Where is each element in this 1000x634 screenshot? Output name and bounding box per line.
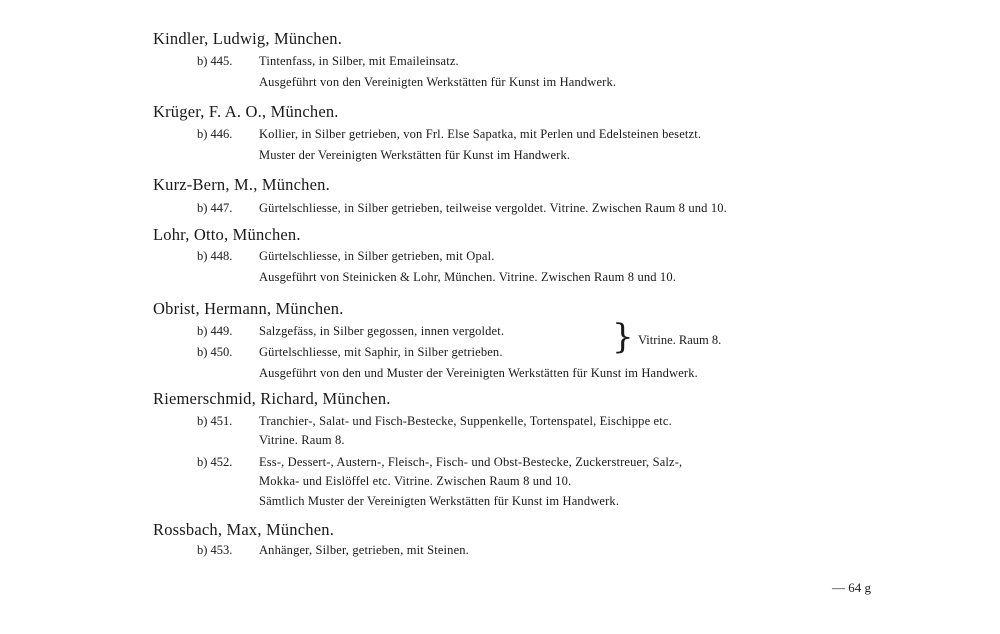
- artist-heading: Krüger, F. A. O., München.: [153, 102, 339, 121]
- artist-heading: Rossbach, Max, München.: [153, 520, 335, 539]
- item-description: Mokka- und Eislöffel etc. Vitrine. Zwischen Raum 8 und 10.: [259, 474, 572, 488]
- item-description: Muster der Vereinigten Werkstätten für Kunst im Handwerk.: [259, 148, 571, 162]
- item-number: b) 452.: [197, 455, 233, 469]
- item-description: Ausgeführt von den Vereinigten Werkstätten für Kunst im Handwerk.: [259, 75, 617, 89]
- item-description: Kollier, in Silber getrieben, von Frl. Else Sapatka, mit Perlen und Edelsteinen besetzt.: [259, 127, 702, 141]
- item-description: Vitrine. Raum 8.: [259, 433, 345, 447]
- page-number: — 64 g: [832, 580, 871, 595]
- item-number: b) 447.: [197, 201, 233, 215]
- item-description: Ausgeführt von Steinicken & Lohr, München. Vitrine. Zwischen Raum 8 und 10.: [259, 270, 676, 284]
- item-description: Gürtelschliesse, in Silber getrieben, teilweise vergoldet. Vitrine. Zwischen Raum 8 und 10.: [259, 201, 727, 215]
- item-description: Gürtelschliesse, in Silber getrieben, mit Opal.: [259, 249, 495, 263]
- item-number: b) 446.: [197, 127, 233, 141]
- item-number: b) 449.: [197, 324, 233, 338]
- artist-heading: Kindler, Ludwig, München.: [153, 29, 343, 48]
- item-number: b) 445.: [197, 54, 233, 68]
- item-number: b) 450.: [197, 345, 233, 359]
- artist-heading: Kurz-Bern, M., München.: [153, 175, 330, 194]
- item-description: Ausgeführt von den und Muster der Vereinigten Werkstätten für Kunst im Handwerk.: [259, 366, 698, 380]
- item-description: Anhänger, Silber, getrieben, mit Steinen.: [259, 543, 469, 557]
- item-number: b) 451.: [197, 414, 233, 428]
- item-description: Tintenfass, in Silber, mit Emaileinsatz.: [259, 54, 459, 68]
- item-number: b) 453.: [197, 543, 233, 557]
- artist-heading: Riemerschmid, Richard, München.: [153, 389, 391, 408]
- item-description: Sämtlich Muster der Vereinigten Werkstätten für Kunst im Handwerk.: [259, 494, 620, 508]
- item-description: Ess-, Dessert-, Austern-, Fleisch-, Fisch- und Obst-Bestecke, Zuckerstreuer, Salz-,: [259, 455, 683, 469]
- item-description: Tranchier-, Salat- und Fisch-Bestecke, Suppenkelle, Tortenspatel, Eischippe etc.: [259, 414, 672, 428]
- item-description: Gürtelschliesse, mit Saphir, in Silber getrieben.: [259, 345, 503, 359]
- brace-note: Vitrine. Raum 8.: [638, 333, 722, 347]
- item-description: Salzgefäss, in Silber gegossen, innen vergoldet.: [259, 324, 505, 338]
- brace-symbol: }: [612, 317, 634, 357]
- artist-heading: Lohr, Otto, München.: [153, 225, 301, 244]
- artist-heading: Obrist, Hermann, München.: [153, 299, 344, 318]
- item-number: b) 448.: [197, 249, 233, 263]
